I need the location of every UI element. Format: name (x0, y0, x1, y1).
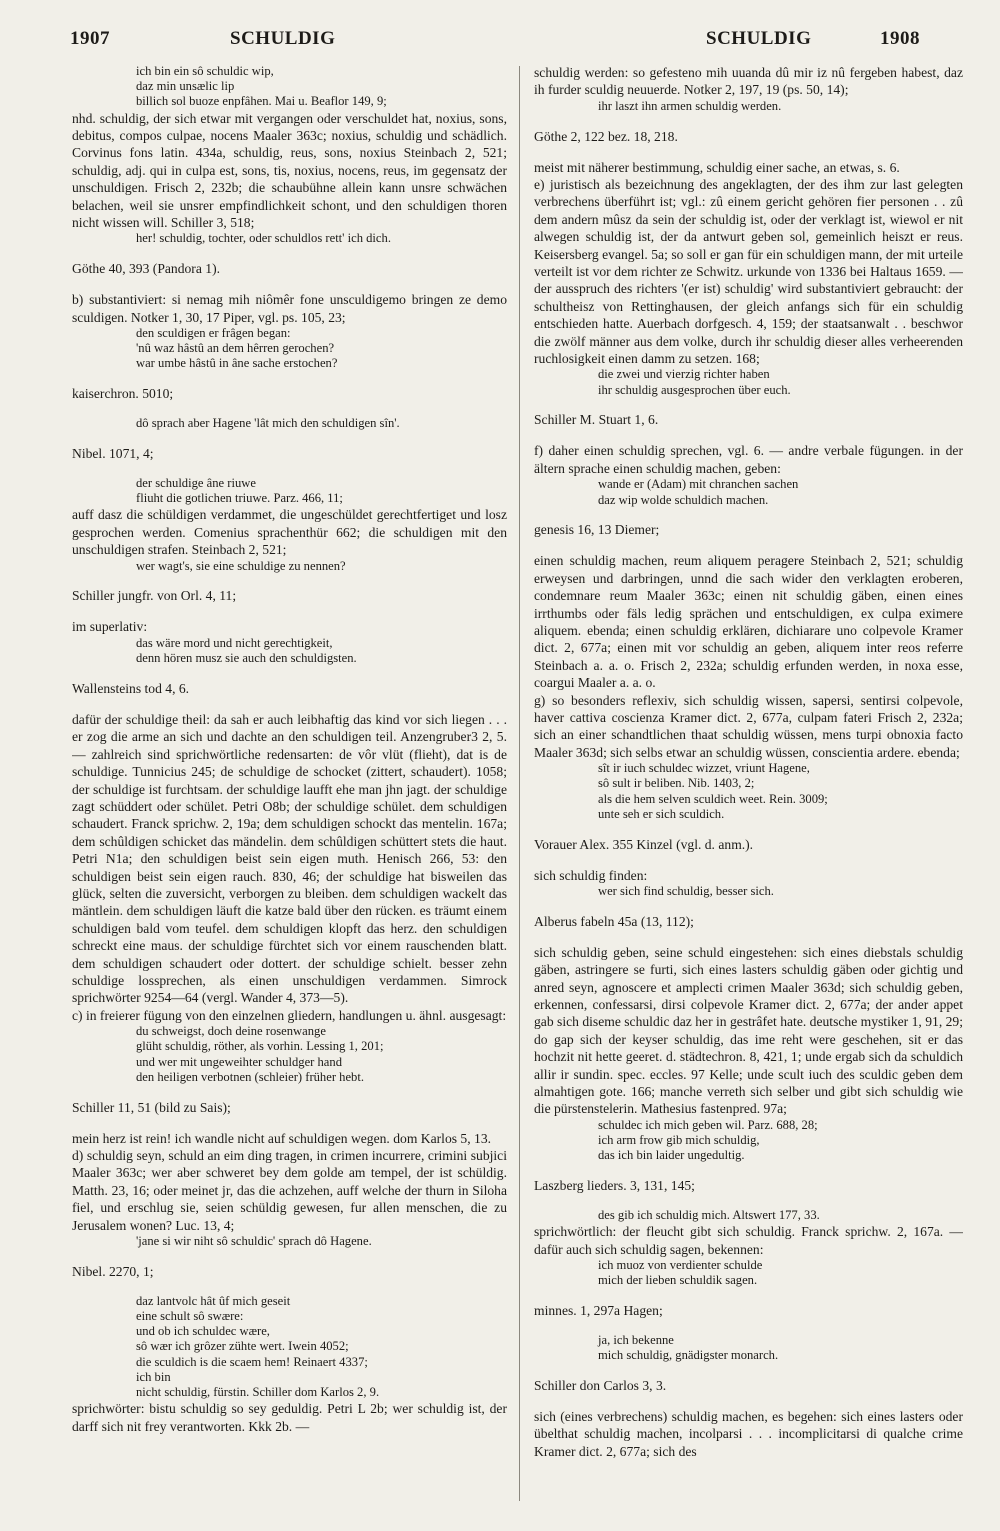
quotation-line: sô wær ich grôzer zühte wert. Iwein 4052; (136, 1339, 349, 1354)
entry-paragraph: d) schuldig seyn, schuld an eim ding tragen, in crimen incurrere, crimini subjici Maaler 363c; wer aber schweret bey dem golde am tempel, der ist schüldig. Matth. 23, 16; oder meinet jr, das die achzehen, auff welche der thurn in Siloha fiel, und erschlug sie, seien schüldig gewesen, fur allen menschen, die zu Jerusalem wonen? Luc. 13, 4; (72, 1148, 507, 1233)
quotation-line: ja, ich bekenne (598, 1333, 674, 1348)
running-head-right: SCHULDIG (706, 28, 812, 49)
quotation-line: das wäre mord und nicht gerechtigkeit, (136, 635, 333, 650)
entry-paragraph: mein herz ist rein! ich wandle nicht auf schuldigen wegen. dom Karlos 5, 13. (72, 1130, 492, 1146)
quotation-line: den heiligen verbotnen (schleier) früher hebt. (136, 1069, 364, 1084)
quotation-line: war umbe hâstû in âne sache erstochen? (136, 356, 338, 371)
citation-line: Schiller jungfr. von Orl. 4, 11; (72, 588, 237, 604)
entry-paragraph: auff dasz die schüldigen verdammet, die ungeschüldet gerechtfertiget und losz gesprochen werden. Comenius sprachenthür 662; die schuldigen mit den unschuldigen strafen. Steinbach 2, 521; (72, 507, 507, 558)
quotation-line: dô sprach aber Hagene 'lât mich den schuldigen sîn'. (136, 416, 400, 431)
entry-paragraph: f) daher einen schuldig sprechen, vgl. 6. — andre verbale fügungen. in der ältern sprache einen schuldig machen, geben: (534, 443, 963, 476)
entry-paragraph: sprichwörter: bistu schuldig so sey geduldig. Petri L 2b; wer schuldig ist, der darff sich nit frey verantworten. Kkk 2b. — (72, 1401, 507, 1434)
entry-paragraph: nhd. schuldig, der sich etwar mit vergangen oder verschuldet hat, noxius, sons, debitus, compos culpae, nocens Maaler 363c; noxius, schuldig und schädlich. Corvinus fons latin. 434a, schuldig, reus, sons, noxius Steinbach 2, 521; schuldig, adj. qui in culpa est, sons, tis, noxius, nocens, reus, im gegensatz der unschuldigen. Frisch 2, 232b; die schaubühne allein kann unsre schwächen belachen, weil sie unsrer empfindlichkeit schont, und den schuldigen thoren nicht wissen will. Schiller 3, 518; (72, 110, 507, 231)
entry-paragraph: e) juristisch als bezeichnung des angeklagten, der des ihm zur last gelegten verbrechens überführt ist; vgl.: zû einem gericht gehören fier personen . . zû dem andern mûsz da sein der schuldig ist, oder der verklagt ist, wiewol er nit alwegen schuldig ist, der da antwurt geben sol, gemeinlich heiszt er reus. Keisersberg evangel. 5a; so soll er gan für ein schuldigen mann, der mit urteile verteilt ist vor dem richter ze Schwitz. urkunde von 1336 bei Haltaus 1659. — der ausspruch des richters '(er ist) schuldig' wird substantiviert gebraucht: der schultheisz von Rettinghausen, der gleich anfangs sich für ein schuldig entschieden hatte. Auerbach dorfgesch. 4, 159; der staatsanwalt . . beschwor die zwölf männer aus dem volke, durch ihr schuldig dieser alles verheerenden ruchlosigkeit einen damm zu setzen. 168; (534, 177, 963, 367)
running-header (0, 30, 1000, 56)
page-number-right: 1908 (880, 28, 920, 49)
quotation-line: 'jane si wir niht sô schuldic' sprach dô Hagene. (136, 1234, 372, 1249)
entry-paragraph: schuldig werden: so gefesteno mih uuanda dû mir iz nû fergeben habest, daz ih furder sculdig neuuerde. Notker 2, 197, 19 (ps. 50, 14); (534, 65, 963, 98)
citation-line: Alberus fabeln 45a (13, 112); (534, 913, 694, 929)
quotation-line: den sculdigen er frâgen began: (136, 326, 291, 341)
entry-paragraph: einen schuldig machen, reum aliquem peragere Steinbach 2, 521; schuldig erweysen und darbringen, unnd die sach wider den verklagten eroberen, condemnare reum Maaler 363c; einen nit schuldig gäben, einen eines irrthumbs oder fäls ledig sprächen und entschuldigen, ex culpa eximere aliquem. ebenda; einen schuldig erklären, dichiarare uno colpevole Kramer dict. 2, 677a; einen mit vor schuldig an geben, aliquem inter reos referre Steinbach a. a. o. Frisch 2, 232a; schuldig erfunden werden, in noxa esse, coargui Maaler a. a. o. (534, 553, 963, 691)
citation-line: Nibel. 2270, 1; (72, 1263, 154, 1279)
quotation-line: fliuht die gotlichen triuwe. Parz. 466, 11; (136, 491, 343, 506)
entry-paragraph: meist mit näherer bestimmung, schuldig einer sache, an etwas, s. 6. (534, 159, 900, 175)
quotation-line: mich schuldig, gnädigster monarch. (598, 1348, 779, 1363)
running-head-left: SCHULDIG (230, 28, 336, 49)
quotation-line: als die hem selven sculdich weet. Rein. 3009; (598, 791, 828, 806)
page-number-left: 1907 (70, 28, 110, 49)
quotation-line: denn hören musz sie auch den schuldigsten. (136, 651, 357, 666)
entry-paragraph: g) so besonders reflexiv, sich schuldig wissen, sapersi, sentirsi colpevole, haver cattiva coscienza Kramer dict. 2, 677a, culpam fateri Frisch 2, 232a; sich an einer schandtlichen thaat schuldig wüssen, mens turpi obnoxia facto Maaler 363d; sich selbs etwar an schuldig wüssen, conscientia ardere. ebenda; (534, 692, 963, 760)
citation-line: Nibel. 1071, 4; (72, 446, 154, 462)
quotation-line: wer wagt's, sie eine schuldige zu nennen? (136, 558, 346, 573)
column-divider (519, 66, 520, 1501)
quotation-line: ich bin ein sô schuldic wip, (136, 64, 274, 78)
quotation-line: her! schuldig, tochter, oder schuldlos rett' ich dich. (136, 231, 391, 246)
quotation-line: der schuldige âne riuwe (136, 476, 256, 491)
quotation-line: unte seh er sich sculdich. (598, 806, 725, 821)
quotation-line: die sculdich is die scaem hem! Reinaert 4337; (136, 1354, 368, 1369)
citation-line: Schiller 11, 51 (bild zu Sais); (72, 1099, 231, 1115)
quotation-line: ich muoz von verdienter schulde (598, 1258, 763, 1273)
quotation-line: ich bin (136, 1369, 171, 1384)
quotation-line: wer sich find schuldig, besser sich. (598, 883, 774, 898)
citation-line: Laszberg lieders. 3, 131, 145; (534, 1178, 695, 1194)
quotation-line: sît ir iuch schuldec wizzet, vriunt Hagene, (598, 761, 810, 776)
quotation-line: du schweigst, doch deine rosenwange (136, 1024, 326, 1039)
quotation-line: die zwei und vierzig richter haben (598, 367, 770, 382)
quotation-line: billich sol buoze enpfâhen. Mai u. Beaflor 149, 9; (136, 94, 387, 109)
entry-paragraph: sich schuldig finden: (534, 867, 648, 883)
citation-line: Göthe 2, 122 bez. 18, 218. (534, 128, 678, 144)
citation-line: Göthe 40, 393 (Pandora 1). (72, 261, 220, 277)
entry-paragraph: b) substantiviert: si nemag mih niômêr fone unsculdigemo bringen ze demo sculdigen. Notker 1, 30, 17 Piper, vgl. ps. 105, 23; (72, 292, 507, 325)
quotation-line: das ich bin laider ungedultig. (598, 1148, 745, 1163)
entry-paragraph: sich (eines verbrechens) schuldig machen, es begehen: sich eines lasters oder übelthat schuldig machen, incolparsi . . . incomplicitarsi di qualche crime Kramer dict. 2, 677a; sich des (534, 1409, 963, 1459)
quotation-line: nicht schuldig, fürstin. Schiller dom Karlos 2, 9. (136, 1385, 380, 1400)
citation-line: Vorauer Alex. 355 Kinzel (vgl. d. anm.). (534, 836, 754, 852)
quotation-line: ich arm frow gib mich schuldig, (598, 1133, 760, 1148)
right-column (534, 64, 963, 1519)
citation-line: minnes. 1, 297a Hagen; (534, 1303, 663, 1319)
left-column (72, 64, 507, 1519)
quotation-line: schuldec ich mich geben wil. Parz. 688, 28; (598, 1117, 818, 1132)
quotation-line: daz wip wolde schuldich machen. (598, 492, 769, 507)
quotation-line: glüht schuldig, röther, als vorhin. Lessing 1, 201; (136, 1039, 384, 1054)
quotation-line: eine schult sô swære: (136, 1309, 244, 1324)
quotation-line: des gib ich schuldig mich. Altswert 177, 33. (598, 1208, 820, 1223)
citation-line: genesis 16, 13 Diemer; (534, 522, 660, 538)
citation-line: Schiller don Carlos 3, 3. (534, 1378, 667, 1394)
quotation-line: daz lantvolc hât ûf mich geseit (136, 1293, 291, 1308)
citation-line: kaiserchron. 5010; (72, 386, 174, 402)
citation-line: Schiller M. Stuart 1, 6. (534, 412, 659, 428)
citation-line: Wallensteins tod 4, 6. (72, 680, 190, 696)
entry-paragraph: c) in freierer fügung von den einzelnen gliedern, handlungen u. ähnl. ausgesagt: (72, 1007, 507, 1023)
quotation-line: ihr schuldig ausgesprochen über euch. (598, 382, 791, 397)
quotation-line: ihr laszt ihn armen schuldig werden. (598, 98, 782, 113)
entry-paragraph: sprichwörtlich: der fleucht gibt sich schuldig. Franck sprichw. 2, 167a. — dafür auch sich schuldig sagen, bekennen: (534, 1224, 963, 1257)
quotation-line: und wer mit ungeweihter schuldger hand (136, 1054, 342, 1069)
quotation-line: wande er (Adam) mit chranchen sachen (598, 477, 799, 492)
quotation-line: mich der lieben schuldik sagen. (598, 1273, 758, 1288)
quotation-line: daz min unsælic lip (136, 79, 235, 94)
entry-paragraph: dafür der schuldige theil: da sah er auch leibhaftig das kind vor sich liegen . . . er zog die arme an sich und dachte an den schuldigen teil. Anzengruber3 2, 5. — zahlreich sind sprichwörtliche redensarten: de vôr vlüt (flieht), dat is de schuldige. Tunnicius 245; de schuldige de schocket (zittert, schaudert). 1058; der schuldige ist furchtsam. der schuldige laufft ehe man jhn jagt. der schuldige zagt schüddert oder schület. Petri O8b; der schuldige schület. dem schuldigen schaudert. Franck sprichw. 2, 19a; dem schuldigen schockt das mentelin. 167a; dem schûldigen schicket das mändelin. dem schûldigen schüttert stets die haut. Petri N1a; den schuldigen beist sein eigen muth. Henisch 266, 53: den schuldigen beist sein eigen rauch. 830, 46; der schuldige hat bisweilen das glück, selten die zuversicht, verborgen zu bleiben. dem schuldigen wackelt das mäntlein. dem schuldigen läuft die katze bald über den rücken. es träumt einem schuldigen bald vom teufel. dem schuldigen klopft das herz. den schuldigen schreckt eine maus. der schuldige fürchtet sich vor einem rauschenden blatt. dem schuldigen schaudert oder dottert. der schuldige schielt. besser zehn schuldige lossprechen, als einen unschuldigen verdammen. Simrock sprichwörter 9254—64 (vergl. Wander 4, 373—5). (72, 711, 507, 1006)
quotation-line: sô sult ir beliben. Nib. 1403, 2; (598, 776, 755, 791)
quotation-line: 'nû waz hâstû an dem hêrren gerochen? (136, 341, 335, 356)
entry-paragraph: sich schuldig geben, seine schuld eingestehen: sich eines diebstals schuldig gäben, astringere se furti, sich eines lasters schuldig gäben oder gichtig und anred seyn, agnoscere et amplecti crimen Maaler 363d; sich schuldig geben, erkennen, confessarsi, dirsi colpevole Kramer dict. 2, 677a; der ander appet gab sich diseme schuldic daz her in gestrâfet hate. deutsche mystiker 1, 91, 29; do gap sich der keyser schuldig, das ime reht were geschehen, sit er das hochzit nit hette geeret. d. städtechron. 8, 421, 1; unde ergab sich da schuldich allir ir sundin. spec. eccles. 97 Kelle; unde scult iuch des sculdic geben dem almahtigen gote. 166; manche verreth sich selber und gibt sich schuldig wie die pürstenstelerin. Mathesius fastenpred. 97a; (534, 944, 963, 1117)
quotation-line: und ob ich schuldec wære, (136, 1324, 270, 1339)
entry-paragraph: im superlativ: (72, 619, 148, 635)
